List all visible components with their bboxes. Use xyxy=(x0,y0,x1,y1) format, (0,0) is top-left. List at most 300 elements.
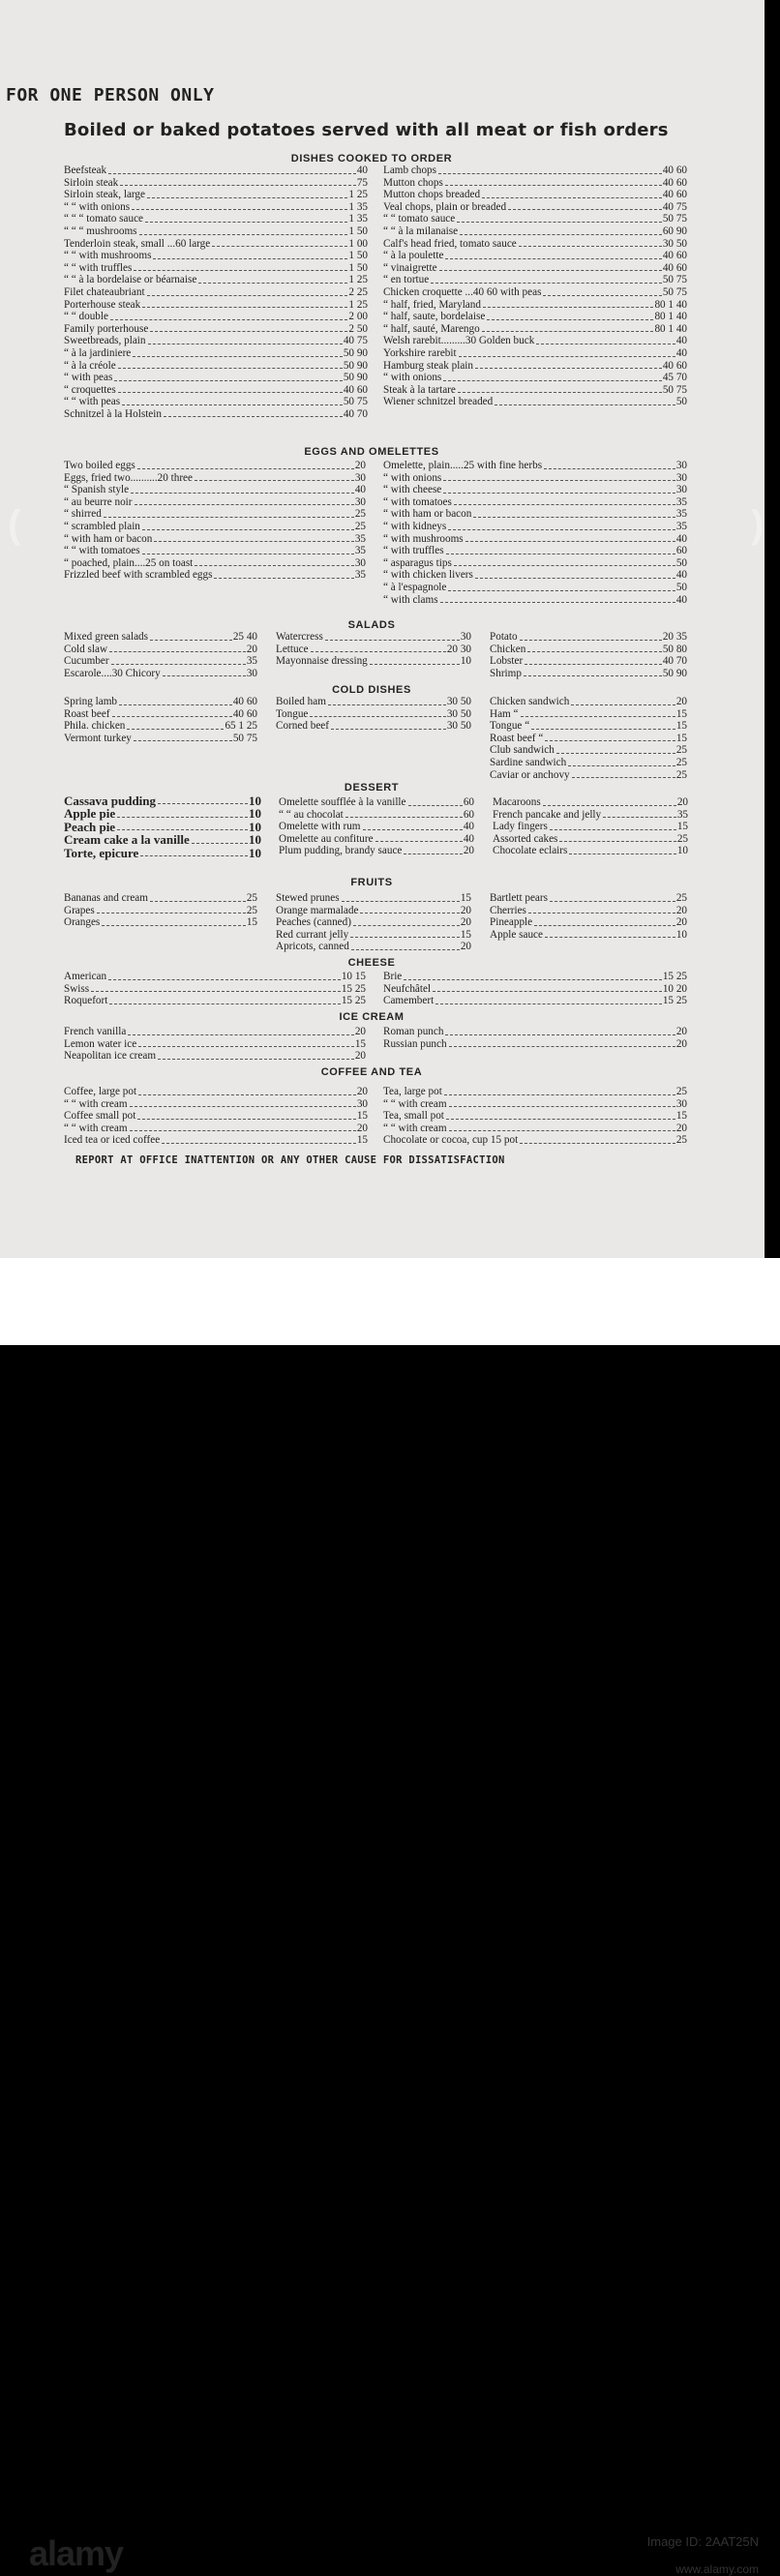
menu-item-name: Filet chateaubriant xyxy=(64,285,145,298)
leader-dots xyxy=(110,319,347,320)
menu-item xyxy=(383,323,687,336)
menu-item-name: “ with cheese xyxy=(383,484,442,496)
menu-item-name: Pineapple xyxy=(490,916,533,929)
menu-item-name: “ à l'espagnole xyxy=(383,581,447,593)
menu-item-price: 20 xyxy=(460,941,471,953)
menu-item-name: Coffee, large pot xyxy=(64,1086,137,1097)
leader-dots xyxy=(520,1143,675,1144)
eggs-left-column xyxy=(64,460,366,582)
menu-item-price: 35 xyxy=(675,508,687,521)
menu-item xyxy=(383,384,687,397)
menu-item xyxy=(490,655,687,668)
menu-item-name: Sirloin steak xyxy=(64,176,119,189)
leader-dots xyxy=(572,777,675,778)
leader-dots xyxy=(444,1094,675,1095)
menu-item-price: 10 xyxy=(675,928,687,941)
menu-item-price: 50 75 xyxy=(662,213,687,225)
menu-item-price: 40 60 xyxy=(662,176,687,189)
menu-item-name: Oranges xyxy=(64,916,101,929)
leader-dots xyxy=(134,270,347,271)
menu-item-name: Schnitzel à la Holstein xyxy=(64,407,162,420)
menu-item-name: Shrimp xyxy=(490,667,522,679)
leader-dots xyxy=(122,404,343,405)
leader-dots xyxy=(195,565,354,566)
menu-item xyxy=(383,1086,687,1098)
menu-item xyxy=(64,286,368,299)
menu-item-name: Phila. chicken xyxy=(64,720,126,733)
menu-item-price: 25 xyxy=(675,768,687,781)
leader-dots xyxy=(97,913,246,914)
leader-dots xyxy=(153,258,347,259)
leader-dots xyxy=(449,1106,675,1107)
menu-item-name: Escarole....30 Chicory xyxy=(64,667,161,679)
leader-dots xyxy=(195,480,354,481)
menu-item xyxy=(383,360,687,373)
menu-item-name: “ “ with mushrooms xyxy=(64,250,152,262)
menu-item xyxy=(64,396,368,408)
leader-dots xyxy=(454,504,675,505)
menu-item xyxy=(493,833,688,846)
menu-item-name: Coffee small pot xyxy=(64,1110,136,1123)
leader-dots xyxy=(545,937,675,938)
leader-dots xyxy=(438,173,662,174)
menu-item-price: 50 75 xyxy=(662,274,687,286)
menu-item-price: 40 60 xyxy=(662,189,687,201)
menu-item-name: Cassava pudding xyxy=(64,794,157,808)
leader-dots xyxy=(102,925,246,926)
leader-dots xyxy=(482,331,654,332)
menu-title: FOR ONE PERSON ONLY xyxy=(6,85,215,105)
menu-item xyxy=(383,1123,687,1135)
menu-item-name: Orange marmalade xyxy=(276,904,359,916)
menu-item xyxy=(493,809,688,822)
leader-dots xyxy=(445,1034,675,1035)
menu-item-name: “ Spanish style xyxy=(64,484,130,496)
menu-item-price: 20 xyxy=(675,916,687,929)
menu-item-name: Sirloin steak, large xyxy=(64,189,145,201)
menu-item-name: Yorkshire rarebit xyxy=(383,346,457,359)
menu-item-price: 50 75 xyxy=(662,383,687,396)
menu-item-price: 50 90 xyxy=(343,372,368,384)
menu-item-price: 35 xyxy=(676,808,688,821)
menu-item xyxy=(64,720,257,733)
menu-item xyxy=(383,545,687,557)
menu-item-price: 20 30 xyxy=(446,643,471,655)
section-cold-heading: COLD DISHES xyxy=(332,684,411,696)
menu-item-name: “ à la créole xyxy=(64,359,116,372)
leader-dots xyxy=(475,368,662,369)
menu-item-price: 25 xyxy=(246,904,257,916)
menu-item xyxy=(276,941,471,953)
menu-item-name: Lamb chops xyxy=(383,165,436,176)
leader-dots xyxy=(131,493,354,494)
leader-dots xyxy=(137,1119,355,1120)
menu-item-price: 20 xyxy=(675,904,687,916)
menu-item-name: Neapolitan ice cream xyxy=(64,1050,157,1063)
menu-item-name: Tea, large pot xyxy=(383,1086,442,1097)
menu-item-name: Boiled ham xyxy=(276,696,326,707)
menu-item-price: 20 xyxy=(356,1086,368,1097)
menu-item xyxy=(276,892,471,905)
menu-item xyxy=(383,521,687,533)
menu-item-name: “ with onions xyxy=(383,471,442,484)
menu-item-price: 75 xyxy=(356,176,368,189)
menu-item xyxy=(490,668,687,680)
menu-item-price: 40 xyxy=(675,335,687,347)
menu-item-name: “ “ tomato sauce xyxy=(383,213,456,225)
leader-dots xyxy=(482,197,662,198)
menu-item-price: 65 1 25 xyxy=(225,720,257,733)
menu-item-price: 50 90 xyxy=(343,359,368,372)
leader-dots xyxy=(556,753,675,754)
leader-dots xyxy=(465,541,675,542)
menu-item-price: 30 50 xyxy=(446,696,471,707)
menu-item-name: Watercress xyxy=(276,631,323,643)
menu-item-name: “ “ with peas xyxy=(64,396,121,408)
menu-item-name: Camembert xyxy=(383,995,435,1007)
menu-item-name: “ “ au chocolat xyxy=(279,808,344,821)
menu-item-price: 15 xyxy=(354,1037,366,1050)
watermark-right: ) xyxy=(751,503,765,546)
leader-dots xyxy=(130,1106,356,1107)
leader-dots xyxy=(198,283,347,284)
menu-item-price: 40 60 xyxy=(232,707,257,720)
menu-item-name: Calf's head fried, tomato sauce xyxy=(383,237,517,250)
menu-item-price: 30 xyxy=(356,1097,368,1110)
menu-item-price: 25 xyxy=(675,744,687,757)
menu-item-name: “ “ with cream xyxy=(383,1097,447,1110)
leader-dots xyxy=(443,380,662,381)
leader-dots xyxy=(147,197,347,198)
menu-item xyxy=(383,396,687,408)
menu-item xyxy=(64,238,368,251)
menu-item-name: “ en tortue xyxy=(383,274,430,286)
leader-dots xyxy=(150,331,347,332)
menu-item xyxy=(276,916,471,929)
menu-item-name: “ with kidneys xyxy=(383,520,447,532)
section-cheese-heading: CHEESE xyxy=(347,957,396,969)
menu-item xyxy=(64,408,368,421)
leader-dots xyxy=(460,234,662,235)
menu-item-name: Roast beef xyxy=(64,707,110,720)
cold-col1 xyxy=(64,696,257,744)
menu-item xyxy=(64,274,368,286)
menu-item-name: “ asparagus tips xyxy=(383,556,452,569)
menu-item xyxy=(276,929,471,942)
menu-item xyxy=(276,696,471,708)
leader-dots xyxy=(439,270,662,271)
menu-item-name: Plum pudding, brandy sauce xyxy=(279,845,403,857)
fruits-col2 xyxy=(276,892,471,953)
menu-item-price: 50 xyxy=(675,581,687,593)
leader-dots xyxy=(137,468,354,469)
menu-item-price: 10 xyxy=(249,845,261,860)
menu-item xyxy=(383,484,687,496)
leader-dots xyxy=(370,664,460,665)
menu-item xyxy=(64,733,257,745)
menu-item xyxy=(490,733,687,745)
menu-item-price: 15 xyxy=(675,720,687,733)
menu-item-name: “ with ham or bacon xyxy=(383,508,472,521)
leader-dots xyxy=(91,991,341,992)
menu-item-name: Torte, epicure xyxy=(64,845,139,860)
menu-item-price: 30 xyxy=(354,495,366,508)
menu-item-name: “ “ with cream xyxy=(383,1122,447,1134)
menu-item xyxy=(64,384,368,397)
leader-dots xyxy=(142,307,347,308)
leader-dots xyxy=(568,765,675,766)
menu-item xyxy=(490,696,687,708)
menu-item-name: “ “ double xyxy=(64,311,108,323)
menu-item-name: French vanilla xyxy=(64,1026,127,1037)
leader-dots xyxy=(212,246,347,247)
menu-item xyxy=(493,796,688,809)
menu-item-name: Sweetbreads, plain xyxy=(64,335,146,347)
menu-item-price: 30 xyxy=(675,460,687,471)
leader-dots xyxy=(508,209,662,210)
menu-item-name: Bananas and cream xyxy=(64,892,148,904)
menu-item-price: 15 25 xyxy=(662,995,687,1007)
leader-dots xyxy=(328,704,446,705)
coffee-right-column xyxy=(383,1086,687,1147)
menu-item-price: 50 75 xyxy=(232,732,257,744)
fruits-col1 xyxy=(64,892,257,929)
menu-item-price: 60 xyxy=(675,545,687,557)
leader-dots xyxy=(440,602,675,603)
menu-item-price: 30 50 xyxy=(446,720,471,733)
leader-dots xyxy=(120,185,356,186)
menu-item xyxy=(64,708,257,721)
icecream-right-column xyxy=(383,1026,687,1050)
menu-item-name: Ham “ xyxy=(490,707,519,720)
leader-dots xyxy=(473,517,675,518)
menu-item-name: Chicken croquette ...40 60 with peas xyxy=(383,285,542,298)
leader-dots xyxy=(448,529,675,530)
menu-item-name: “ with ham or bacon xyxy=(64,532,153,545)
menu-item-price: 40 70 xyxy=(662,655,687,668)
menu-item-name: Apricots, canned xyxy=(276,941,349,953)
menu-item xyxy=(383,995,687,1007)
menu-item-name: Tea, small pot xyxy=(383,1110,444,1123)
leader-dots xyxy=(147,295,348,296)
menu-item xyxy=(383,213,687,225)
leader-dots xyxy=(531,729,675,730)
menu-item-price: 80 1 40 xyxy=(654,311,687,323)
leader-dots xyxy=(433,991,662,992)
leader-dots xyxy=(192,843,248,844)
menu-item-price: 25 xyxy=(354,520,366,532)
menu-item xyxy=(383,262,687,275)
menu-item-name: “ “ with truffles xyxy=(64,261,133,274)
leader-dots xyxy=(117,829,248,830)
menu-item-price: 20 xyxy=(675,1037,687,1050)
menu-item-price: 45 70 xyxy=(662,372,687,384)
menu-item-name: Caviar or anchovy xyxy=(490,768,570,781)
menu-item-price: 1 50 xyxy=(348,225,368,237)
leader-dots xyxy=(448,590,675,591)
menu-item-price: 40 60 xyxy=(662,250,687,262)
menu-item-name: Chicken sandwich xyxy=(490,696,570,707)
menu-item-price: 50 75 xyxy=(343,396,368,408)
menu-item-name: Mutton chops breaded xyxy=(383,189,481,201)
salads-col2 xyxy=(276,631,471,668)
menu-item-name: “ half, sauté, Marengo xyxy=(383,322,480,335)
menu-item-name: “ half, saute, bordelaise xyxy=(383,311,486,323)
menu-item-name: “ au beurre noir xyxy=(64,495,133,508)
menu-item-name: Omelette, plain.....25 with fine herbs xyxy=(383,460,543,471)
menu-item xyxy=(276,905,471,917)
menu-item-name: Cream cake a la vanille xyxy=(64,832,190,848)
menu-item-price: 40 xyxy=(675,532,687,545)
leader-dots xyxy=(445,258,661,259)
menu-item-name: Russian punch xyxy=(383,1037,447,1050)
menu-item xyxy=(383,472,687,485)
menu-item-price: 25 40 xyxy=(232,631,257,643)
leader-dots xyxy=(543,805,676,806)
leader-dots xyxy=(495,404,675,405)
menu-item-name: “ with clams xyxy=(383,593,438,606)
menu-item-name: “ with mushrooms xyxy=(383,532,464,545)
menu-item xyxy=(383,372,687,384)
dishes-right-column xyxy=(383,165,687,408)
menu-item-name: Hamburg steak plain xyxy=(383,359,474,372)
menu-item xyxy=(64,916,257,929)
menu-item-price: 50 80 xyxy=(662,643,687,655)
menu-item xyxy=(64,508,366,521)
footer-note: REPORT AT OFFICE INATTENTION OR ANY OTHER CAUSE FOR DISSATISFACTION xyxy=(75,1154,505,1166)
menu-item xyxy=(383,165,687,177)
menu-item-name: Swiss xyxy=(64,982,90,995)
menu-item-price: 35 xyxy=(354,545,366,557)
menu-item-name: “ “ à la milanaise xyxy=(383,225,459,237)
menu-item-name: “ à la jardiniere xyxy=(64,346,132,359)
menu-item xyxy=(64,311,368,323)
leader-dots xyxy=(132,209,347,210)
menu-item xyxy=(64,323,368,336)
menu-item-price: 10 xyxy=(249,806,261,822)
menu-item-name: Omelette with rum xyxy=(279,821,361,833)
menu-item-name: Omelette soufflée à la vanille xyxy=(279,796,406,808)
menu-item-name: Frizzled beef with scrambled eggs xyxy=(64,569,213,582)
menu-item-name: Wiener schnitzel breaded xyxy=(383,396,494,408)
menu-item-price: 40 75 xyxy=(343,335,368,347)
menu-item xyxy=(64,262,368,275)
menu-item-name: Chocolate eclairs xyxy=(493,845,568,857)
menu-item-name: Sardine sandwich xyxy=(490,756,567,768)
menu-item xyxy=(64,807,261,820)
leader-dots xyxy=(458,392,662,393)
menu-item xyxy=(493,821,688,833)
menu-item-name: Mixed green salads xyxy=(64,631,148,643)
menu-item-name: “ “ “ mushrooms xyxy=(64,225,137,237)
menu-item-price: 1 25 xyxy=(348,298,368,311)
menu-item-price: 1 35 xyxy=(348,213,368,225)
leader-dots xyxy=(150,640,232,641)
menu-item-name: “ with truffles xyxy=(383,545,444,557)
menu-item-price: 25 xyxy=(675,1134,687,1147)
menu-item-price: 35 xyxy=(354,532,366,545)
leader-dots xyxy=(408,805,463,806)
menu-item-price: 10 xyxy=(676,845,688,857)
menu-item-name: Cucumber xyxy=(64,655,109,668)
leader-dots xyxy=(404,979,662,980)
menu-item xyxy=(276,644,471,656)
stock-image-id: Image ID: 2AAT25N xyxy=(646,2534,759,2549)
menu-item xyxy=(383,299,687,312)
menu-item-name: “ “ with cream xyxy=(64,1122,128,1134)
menu-item-price: 35 xyxy=(675,495,687,508)
leader-dots xyxy=(118,392,343,393)
menu-item-price: 60 xyxy=(463,808,474,821)
leader-dots xyxy=(111,664,246,665)
menu-item-name: Iced tea or iced coffee xyxy=(64,1134,161,1147)
leader-dots xyxy=(527,651,662,652)
leader-dots xyxy=(459,356,675,357)
menu-item-price: 1 00 xyxy=(348,237,368,250)
menu-item-price: 15 xyxy=(675,707,687,720)
menu-item xyxy=(64,971,366,983)
menu-item xyxy=(64,460,366,472)
menu-item-price: 15 xyxy=(675,1110,687,1123)
menu-item-name: “ poached, plain....25 on toast xyxy=(64,556,194,569)
menu-item-price: 10 20 xyxy=(662,982,687,995)
menu-item xyxy=(64,372,368,384)
menu-item-price: 15 xyxy=(676,821,688,833)
menu-item-price: 15 xyxy=(460,928,471,941)
menu-item-price: 40 60 xyxy=(343,383,368,396)
menu-item xyxy=(490,708,687,721)
leader-dots xyxy=(360,913,459,914)
menu-item xyxy=(383,335,687,347)
menu-item xyxy=(64,631,257,644)
menu-item-name: Brie xyxy=(383,971,403,982)
leader-dots xyxy=(449,1130,675,1131)
menu-item-price: 30 xyxy=(354,556,366,569)
menu-item-name: “ “ with tomatoes xyxy=(64,545,140,557)
section-icecream-heading: ICE CREAM xyxy=(339,1011,405,1023)
menu-item xyxy=(279,845,474,857)
menu-item-name: Lemon water ice xyxy=(64,1037,137,1050)
leader-dots xyxy=(310,716,445,717)
menu-item xyxy=(490,720,687,733)
leader-dots xyxy=(331,729,446,730)
menu-item-price: 35 xyxy=(675,520,687,532)
menu-item-price: 2 50 xyxy=(348,322,368,335)
menu-item-name: “ croquettes xyxy=(64,383,116,396)
menu-item-name: Apple sauce xyxy=(490,928,543,941)
leader-dots xyxy=(519,246,662,247)
menu-item xyxy=(490,769,687,782)
menu-item-price: 40 xyxy=(354,484,366,496)
menu-item-price: 25 xyxy=(675,1086,687,1097)
menu-item-name: Mayonnaise dressing xyxy=(276,655,368,668)
menu-item xyxy=(64,472,366,485)
menu-item-name: Omelette au confiture xyxy=(279,832,374,845)
dessert-col2 xyxy=(279,796,474,857)
menu-item xyxy=(383,460,687,472)
leader-dots xyxy=(163,675,246,676)
menu-item xyxy=(276,655,471,668)
menu-item-price: 20 xyxy=(354,460,366,471)
menu-item-price: 20 xyxy=(356,1122,368,1134)
leader-dots xyxy=(130,1130,356,1131)
section-dessert-heading: DESSERT xyxy=(344,782,400,794)
leader-dots xyxy=(145,222,347,223)
leader-dots xyxy=(443,493,675,494)
stock-url[interactable]: www.alamy.com xyxy=(675,2562,759,2576)
menu-item xyxy=(383,189,687,201)
menu-item xyxy=(64,794,261,807)
